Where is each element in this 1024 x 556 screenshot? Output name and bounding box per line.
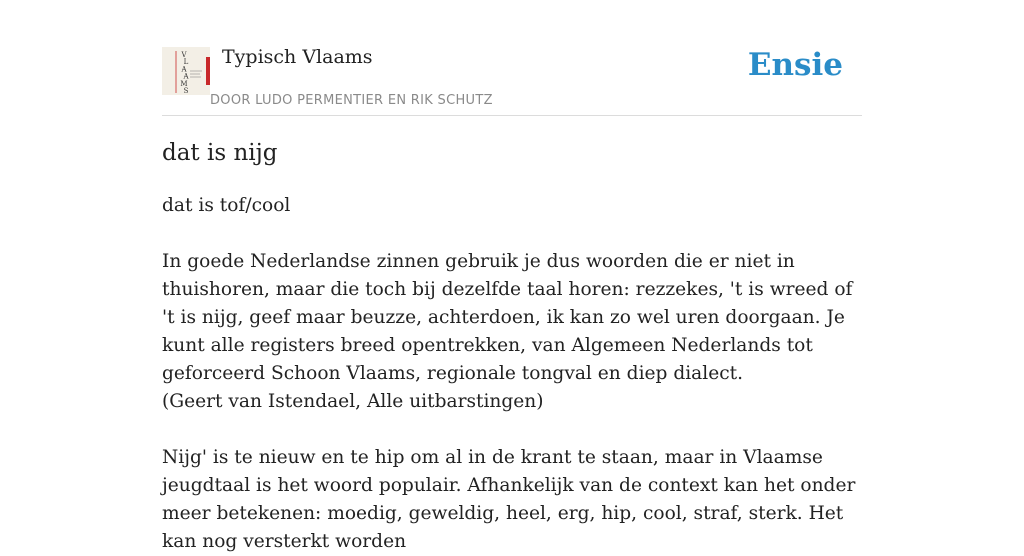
logo-letter: M: [180, 79, 188, 88]
page-container: [162, 0, 862, 552]
entry-definition: [162, 192, 862, 556]
logo-letter: A: [181, 65, 187, 74]
short-definition: dat is tof/cool: [162, 195, 291, 216]
logo-letter: A: [183, 72, 189, 81]
logo-letter: S: [183, 87, 189, 95]
explanation-paragraph: Nijg' is te nieuw en te hip om al in de krant te staan, maar in Vlaamse jeugdtaal is het woord populair. Afhankelijk van de context kan het onder meer betekenen: moedig, geweldig, heel, erg, hip, cool, straf, sterk. Het kan nog versterkt worden: [162, 447, 856, 552]
ensie-logo-link[interactable]: Ensie: [747, 47, 843, 83]
book-cover-logo[interactable]: [162, 47, 210, 95]
entry-term: dat is nijg: [162, 140, 278, 166]
logo-letter: L: [183, 58, 189, 67]
logo-letter: V: [181, 51, 187, 59]
source-authors: DOOR LUDO PERMENTIER EN RIK SCHUTZ: [210, 93, 493, 108]
source-header: [162, 0, 862, 116]
quote-paragraph: In goede Nederlandse zinnen gebruik je dus woorden die er niet in thuishoren, maar die toch bij dezelfde taal horen: rezzekes, 't is wreed of 't is nijg, geef maar beuzze, achterdoen, ik kan zo wel uren doorgaan. Je kunt alle registers breed opentrekken, van Algemeen Nederlands tot geforceerd Schoon Vlaams, regionale tongval en diep dialect. (Geert van Istendael, Alle uitbarstingen): [162, 251, 853, 412]
source-title[interactable]: Typisch Vlaams: [222, 46, 373, 68]
book-cover-icon: [162, 47, 210, 95]
